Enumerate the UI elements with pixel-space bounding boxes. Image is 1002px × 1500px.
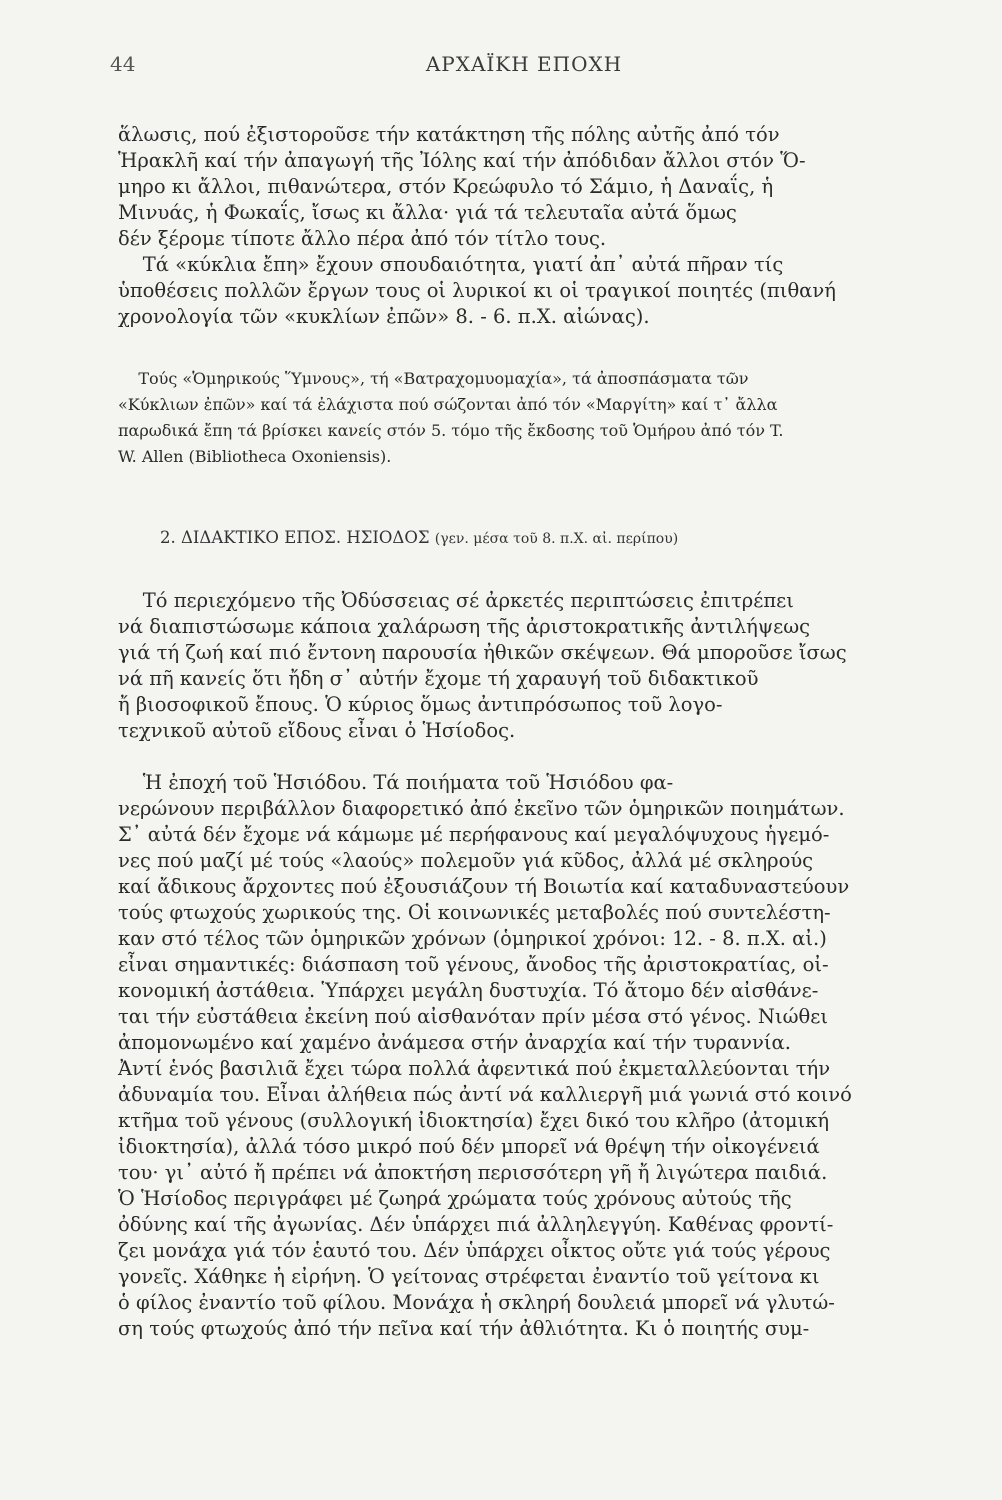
note-line: παρωδικά ἔπη τά βρίσκει κανείς στόν 5. τόμο τῆς ἔκδοσης τοῦ Ὁμήρου ἀπό τόν T. bbox=[118, 421, 784, 440]
text-line: Ἡρακλῆ καί τήν ἀπαγωγή τῆς Ἰόλης καί τήν ἀπόδιδαν ἄλλοι στόν Ὅ- bbox=[118, 149, 806, 172]
text-line: Ἀντί ἑνός βασιλιᾶ ἔχει τώρα πολλά ἀφεντικά πού ἐκμεταλλεύονται τήν bbox=[118, 1057, 831, 1080]
text-line: νά διαπιστώσωμε κάποια χαλάρωση τῆς ἀριστοκρατικῆς ἀντιλήψεως bbox=[118, 615, 811, 638]
text-line: Ἡ ἐποχή τοῦ Ἡσιόδου. Τά ποιήματα τοῦ Ἡσιόδου φα- bbox=[118, 771, 674, 794]
note-line: W. Allen (Bibliotheca Oxoniensis). bbox=[118, 447, 392, 466]
text-line: Μινυάς, ἡ Φωκαΐς, ἴσως κι ἄλλα· γιά τά τελευταῖα αὐτά ὅμως bbox=[118, 201, 737, 224]
text-line: του· γι᾽ αὐτό ἤ πρέπει νά ἀποκτήση περισσότερη γῆ ἤ λιγώτερα παιδιά. bbox=[118, 1161, 828, 1184]
text-line: ση τούς φτωχούς ἀπό τήν πεῖνα καί τήν ἀθλιότητα. Κι ὁ ποιητής συμ- bbox=[118, 1317, 810, 1340]
text-line: ἰδιοκτησία), ἀλλά τόσο μικρό πού δέν μπορεῖ νά θρέψη τήν οἰκογένειά bbox=[118, 1135, 820, 1158]
text-line: Σ᾽ αὐτά δέν ἔχομε νά κάμωμε μέ περήφανους καί μεγαλόψυχους ἡγεμό- bbox=[118, 823, 830, 846]
text-line: κτῆμα τοῦ γένους (συλλογική ἰδιοκτησία) ἔχει δικό του κλῆρο (ἀτομική bbox=[118, 1109, 830, 1132]
text-line: ὑποθέσεις πολλῶν ἔργων τους οἱ λυρικοί κι οἱ τραγικοί ποιητές (πιθανή bbox=[118, 279, 836, 302]
text-line: ζει μονάχα γιά τόν ἑαυτό του. Δέν ὑπάρχει οἶκτος οὔτε γιά τούς γέρους bbox=[118, 1239, 831, 1262]
text-line: τεχνικοῦ αὐτοῦ εἴδους εἶναι ὁ Ἡσίοδος. bbox=[118, 719, 516, 742]
paragraph-odyssey bbox=[118, 588, 938, 744]
text-line: Τό περιεχόμενο τῆς Ὀδύσσειας σέ ἀρκετές περιπτώσεις ἐπιτρέπει bbox=[118, 589, 794, 612]
page-number: 44 bbox=[110, 52, 136, 76]
page-header bbox=[110, 52, 938, 82]
running-title: ΑΡΧΑΪΚΗ ΕΠΟΧΗ bbox=[425, 52, 623, 76]
text-line: γονεῖς. Χάθηκε ἡ εἰρήνη. Ὁ γείτονας στρέφεται ἐναντίο τοῦ γείτονα κι bbox=[118, 1265, 820, 1288]
text-line: νες πού μαζί μέ τούς «λαούς» πολεμοῦν γιά κῦδος, ἀλλά μέ σκληρούς bbox=[118, 849, 814, 872]
section-title: 2. ΔΙΔΑΚΤΙΚΟ ΕΠΟΣ. ΗΣΙΟΔΟΣ bbox=[160, 528, 430, 547]
text-line: ἀπομονωμένο καί χαμένο ἀνάμεσα στήν ἀναρχία καί τήν τυραννία. bbox=[118, 1031, 791, 1054]
text-line: κονομική ἀστάθεια. Ὑπάρχει μεγάλη δυστυχία. Τό ἄτομο δέν αἰσθάνε- bbox=[118, 979, 819, 1002]
text-line: καν στό τέλος τῶν ὁμηρικῶν χρόνων (ὁμηρικοί χρόνοι: 12. - 8. π.Χ. αἰ.) bbox=[118, 927, 827, 950]
text-line: γιά τή ζωή καί πιό ἔντονη παρουσία ἠθικῶν σκέψεων. Θά μποροῦσε ἴσως bbox=[118, 641, 847, 664]
text-line: ἤ βιοσοφικοῦ ἔπους. Ὁ κύριος ὅμως ἀντιπρόσωπος τοῦ λογο- bbox=[118, 693, 723, 716]
text-line: Τά «κύκλια ἔπη» ἔχουν σπουδαιότητα, γιατί ἀπ᾽ αὐτά πῆραν τίς bbox=[118, 253, 784, 276]
text-line: χρονολογία τῶν «κυκλίων ἐπῶν» 8. - 6. π.Χ. αἰώνας). bbox=[118, 305, 650, 328]
intro-paragraph bbox=[118, 122, 938, 330]
text-line: ὁ φίλος ἐναντίο τοῦ φίλου. Μονάχα ἡ σκληρή δουλειά μπορεῖ νά γλυτώ- bbox=[118, 1291, 835, 1314]
text-line: καί ἄδικους ἄρχοντες πού ἐξουσιάζουν τή Βοιωτία καί καταδυναστεύουν bbox=[118, 875, 850, 898]
text-line: νερώνουν περιβάλλον διαφορετικό ἀπό ἐκεῖνο τῶν ὁμηρικῶν ποιημάτων. bbox=[118, 797, 845, 820]
text-line: νά πῆ κανείς ὅτι ἤδη σ᾽ αὐτήν ἔχομε τή χαραυγή τοῦ διδακτικοῦ bbox=[118, 667, 759, 690]
note-line: Τούς «Ὁμηρικούς Ὕμνους», τή «Βατραχομυομαχία», τά ἀποσπάσματα τῶν bbox=[118, 369, 749, 388]
paragraph-hesiod-era bbox=[118, 770, 938, 1342]
text-line: ἀδυναμία του. Εἶναι ἀλήθεια πώς ἀντί νά καλλιεργῆ μιά γωνιά στό κοινό bbox=[118, 1083, 852, 1106]
text-line: δέν ξέρομε τίποτε ἄλλο πέρα ἀπό τόν τίτλο τους. bbox=[118, 227, 607, 250]
text-line: τούς φτωχούς χωρικούς της. Οἱ κοινωνικές μεταβολές πού συντελέστη- bbox=[118, 901, 831, 924]
text-line: ἅλωσις, πού ἐξιστοροῦσε τήν κατάκτηση τῆς πόλης αὐτῆς ἀπό τόν bbox=[118, 123, 780, 146]
text-line: ται τήν εὐστάθεια ἐκείνη πού αἰσθανόταν πρίν μέσα στό γένος. Νιώθει bbox=[118, 1005, 829, 1028]
text-line: μηρο κι ἄλλοι, πιθανώτερα, στόν Κρεώφυλο τό Σάμιο, ἡ Δαναΐς, ἡ bbox=[118, 175, 774, 198]
text-line: Ὁ Ἡσίοδος περιγράφει μέ ζωηρά χρώματα τούς χρόνους αὐτούς τῆς bbox=[118, 1187, 792, 1210]
text-line: ὀδύνης καί τῆς ἀγωνίας. Δέν ὑπάρχει πιά ἀλληλεγγύη. Καθένας φροντί- bbox=[118, 1213, 834, 1236]
text-line: εἶναι σημαντικές: διάσπαση τοῦ γένους, ἄνοδος τῆς ἀριστοκρατίας, οἰ- bbox=[118, 953, 829, 976]
note-line: «Κύκλιων ἐπῶν» καί τά ἐλάχιστα πού σώζονται ἀπό τόν «Μαργίτη» καί τ᾽ ἄλλα bbox=[118, 395, 778, 414]
bibliographic-note bbox=[118, 366, 938, 470]
section-subtitle: (γεν. μέσα τοῦ 8. π.Χ. αἰ. περίπου) bbox=[434, 531, 679, 547]
section-heading bbox=[160, 528, 940, 547]
